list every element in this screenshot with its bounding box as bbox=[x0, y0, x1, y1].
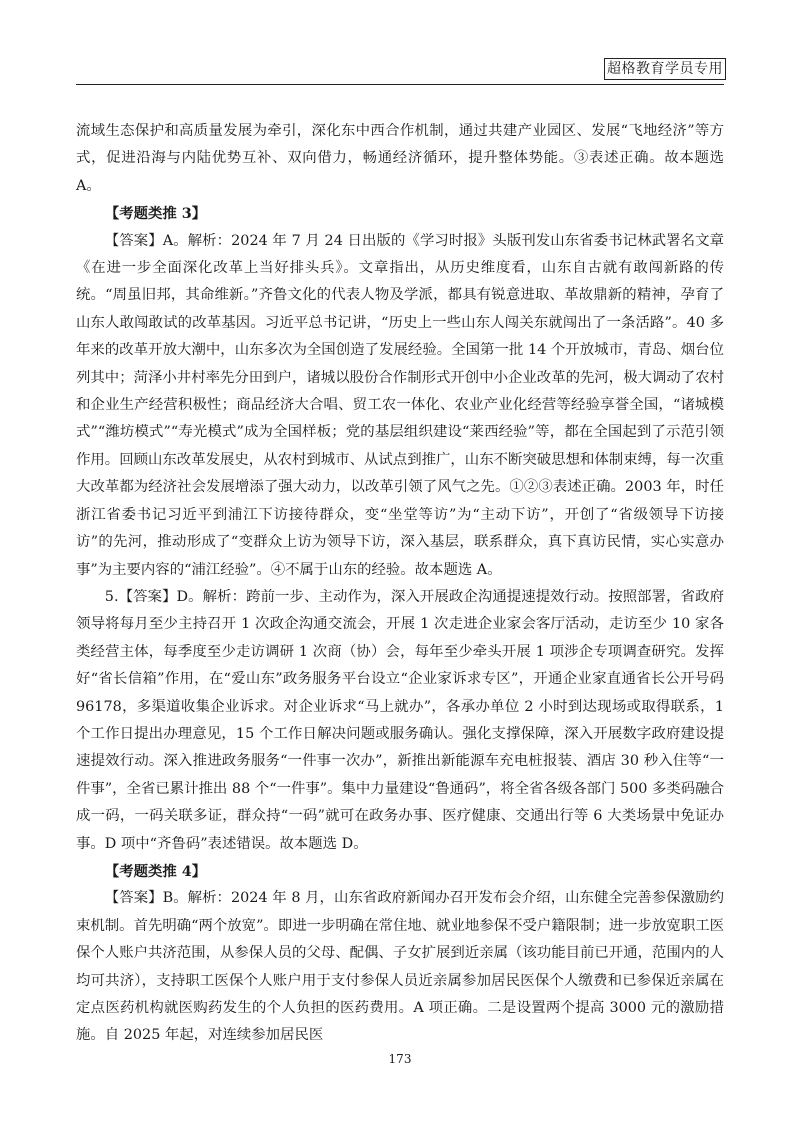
section-heading: 【考题类推 4】 bbox=[104, 862, 207, 880]
page-number: 173 bbox=[388, 1052, 412, 1066]
header-divider bbox=[76, 84, 724, 85]
section-heading: 【考题类推 3】 bbox=[104, 205, 207, 223]
answer-paragraph: 5.【答案】D。解析：跨前一步、主动作为，深入开展政企沟通提速提效行动。按照部署，省政府领导将每月至少主持召开 1 次政企沟通交流会，开展 1 次走进企业家会客厅活动，走访至少 10 家各类经营主体，每季度至少走访调研 1 次商（协）会，每年至少牵头开展 1 项涉企专项调查研究。发挥好“省长信箱”作用，在“爱山东”政务服务平台设立“企业家诉求专区”，开通企业家直通省长公开号码 96178，多渠道收集企业诉求。对企业诉求“马上就办”，各承办单位 2 小时到达现场或取得联系，1 个工作日提出办理意见，15 个工作日解决问题或服务确认。强化支撑保障，深入开展数字政府建设提速提效行动。深入推进政务服务“一件事一次办”，新推出新能源车充电桩报装、酒店 30 秒入住等“一件事”，全省已累计推出 88 个“一件事”。集中力量建设“鲁通码”，将全省各级各部门 500 多类码融合成一码，一码关联多证，群众持“一码”就可在政务办事、医疗健康、交通出行等 6 大类场景中免证办事。D 项中“齐鲁码”表述错误。故本题选 D。 bbox=[76, 588, 724, 852]
answer-paragraph: 【答案】B。解析：2024 年 8 月，山东省政府新闻办召开发布会介绍，山东健全完善参保激励约束机制。首先明确“两个放宽”。即进一步明确在常住地、就业地参保不受户籍限制；进一步放宽职工医保个人账户共济范围，从参保人员的父母、配偶、子女扩展到近亲属（该功能目前已开通，范围内的人均可共济），支持职工医保个人账户用于支付参保人员近亲属参加居民医保个人缴费和已参保近亲属在定点医药机构就医购药发生的个人负担的医药费用。A 项正确。二是设置两个提高 3000 元的激励措施。自 2025 年起，对连续参加居民医 bbox=[76, 890, 724, 1044]
paragraph-continuation: 流域生态保护和高质量发展为牵引，深化东中西合作机制，通过共建产业园区、发展“飞地经济”等方式，促进沿海与内陆优势互补、双向借力，畅通经济循环，提升整体势能。③表述正确。故本题选 A。 bbox=[76, 123, 724, 194]
header-badge: 超格教育学员专用 bbox=[604, 58, 726, 80]
document-body bbox=[76, 118, 724, 1050]
answer-paragraph: 【答案】A。解析：2024 年 7 月 24 日出版的《学习时报》头版刊发山东省委书记林武署名文章《在进一步全面深化改革上当好排头兵》。文章指出，从历史维度看，山东自古就有敢闯新路的传统。“周虽旧邦，其命维新。”齐鲁文化的代表人物及学派，都具有锐意进取、革故鼎新的精神，孕育了山东人敢闯敢试的改革基因。习近平总书记讲，“历史上一些山东人闯关东就闯出了一条活路”。40 多年来的改革开放大潮中，山东多次为全国创造了发展经验。全国第一批 14 个开放城市，青岛、烟台位列其中；菏泽小井村率先分田到户，诸城以股份合作制形式开创中小企业改革的先河，极大调动了农村和企业生产经营积极性；商品经济大合唱、贸工农一体化、农业产业化经营等经验享誉全国，“诸城模式”“潍坊模式”“寿光模式”成为全国样板；党的基层组织建设“莱西经验”等，都在全国起到了示范引领作用。回顾山东改革发展史，从农村到城市、从试点到推广，山东不断突破思想和体制束缚，每一次重大改革都为经济社会发展增添了强大动力，以改革引领了风气之先。①②③表述正确。2003 年，时任浙江省委书记习近平到浦江下访接待群众，变“坐堂等访”为“主动下访”，开创了“省级领导下访接访”的先河，推动形成了“变群众上访为领导下访，深入基层，联系群众，真下真访民情，实心实意办事”为主要内容的“浦江经验”。④不属于山东的经验。故本题选 A。 bbox=[76, 232, 724, 578]
